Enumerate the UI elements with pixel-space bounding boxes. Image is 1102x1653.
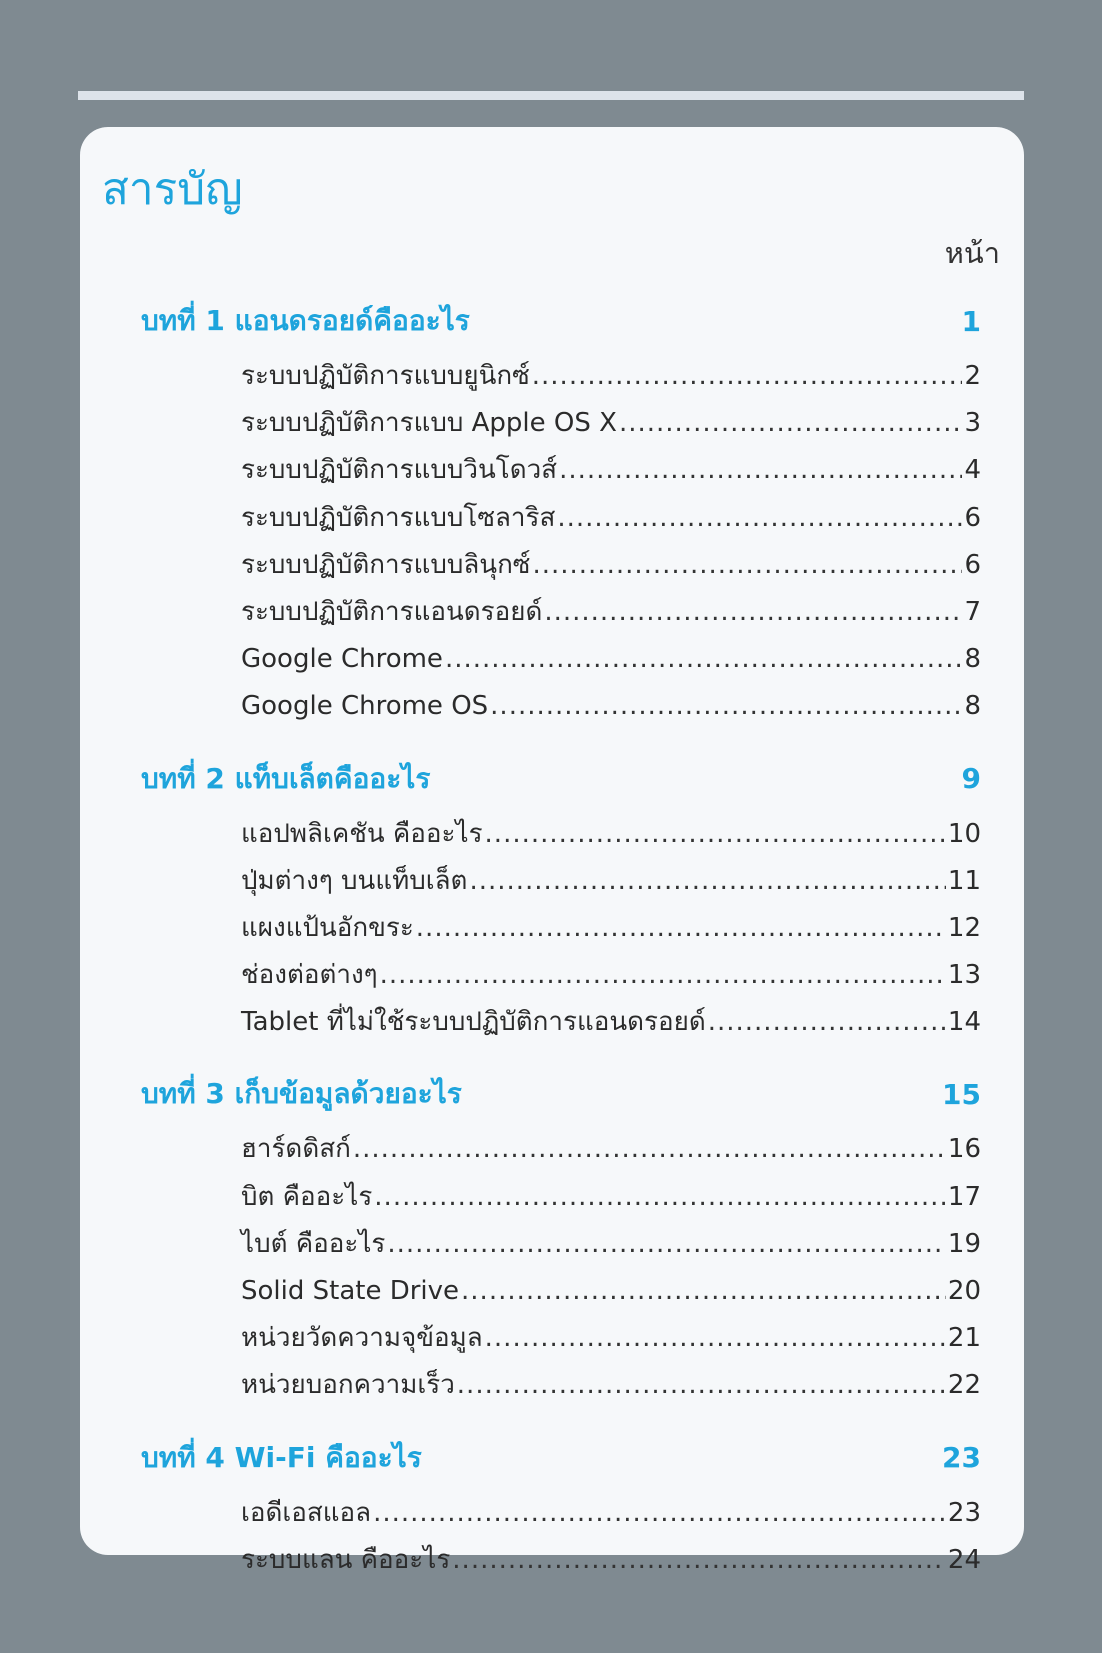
dot-leader xyxy=(353,1126,946,1173)
table-of-contents xyxy=(141,287,981,1584)
toc-entry-label: ไบต์ คืออะไร xyxy=(241,1228,386,1259)
toc-entry-label: แอปพลิเคชัน คืออะไร xyxy=(241,818,483,849)
chapter-title: บทที่ 3 เก็บข้อมูลด้วยอะไร xyxy=(141,1077,462,1111)
dot-leader xyxy=(557,495,962,542)
toc-entry xyxy=(241,353,981,400)
toc-entry-page-number: 6 xyxy=(964,502,981,533)
toc-entry xyxy=(241,683,981,730)
chapter-page-number: 9 xyxy=(961,762,981,795)
chapter-title: บทที่ 2 แท็บเล็ตคืออะไร xyxy=(141,761,431,795)
dot-leader xyxy=(469,858,945,905)
toc-entry-page-number: 7 xyxy=(964,596,981,627)
chapter-heading xyxy=(141,1426,981,1490)
dot-leader xyxy=(544,589,962,636)
toc-entry-page-number: 24 xyxy=(947,1544,981,1575)
toc-entry-label: บิต คืออะไร xyxy=(241,1181,373,1212)
dot-leader xyxy=(416,905,946,952)
toc-entry-page-number: 21 xyxy=(947,1323,981,1354)
toc-entry-page-number: 13 xyxy=(947,960,981,991)
toc-entry-label: ระบบแลน คืออะไร xyxy=(241,1544,451,1575)
toc-entry-label: ระบบปฏิบัติการแบบยูนิกซ์ xyxy=(241,361,530,391)
toc-entry xyxy=(241,1490,981,1537)
toc-entry-label: แผงแป้นอักขระ xyxy=(241,912,414,943)
toc-entry xyxy=(241,952,981,999)
toc-entry-page-number: 22 xyxy=(947,1370,981,1401)
toc-entry xyxy=(241,999,981,1046)
toc-entry-page-number: 17 xyxy=(947,1181,981,1212)
page-column-header: หน้า xyxy=(944,236,1000,270)
toc-entry-page-number: 2 xyxy=(964,361,981,391)
toc-entry-page-number: 23 xyxy=(947,1497,981,1528)
toc-entry-label: ระบบปฏิบัติการแบบโซลาริส xyxy=(241,502,556,533)
toc-entry xyxy=(241,811,981,858)
toc-entry xyxy=(241,400,981,447)
toc-entry xyxy=(241,589,981,636)
chapter-page-number: 15 xyxy=(942,1077,981,1111)
toc-entry-label: หน่วยบอกความเร็ว xyxy=(241,1370,455,1401)
toc-entry-page-number: 8 xyxy=(964,644,981,675)
dot-leader xyxy=(452,1537,946,1584)
chapter-heading xyxy=(141,1062,981,1126)
toc-entry-page-number: 4 xyxy=(964,455,981,486)
toc-entry-label: ระบบปฏิบัติการแบบวินโดวส์ xyxy=(241,455,558,486)
toc-entry xyxy=(241,905,981,952)
toc-entry xyxy=(241,542,981,589)
toc-entry-label: Solid State Drive xyxy=(241,1276,460,1306)
toc-entry xyxy=(241,495,981,542)
toc-entry-label: Google Chrome OS xyxy=(241,691,489,722)
dot-leader xyxy=(559,447,962,494)
dot-leader xyxy=(708,999,946,1046)
toc-entry xyxy=(241,636,981,683)
dot-leader xyxy=(380,952,946,999)
toc-entry-label: ระบบปฏิบัติการแอนดรอยด์ xyxy=(241,596,543,627)
toc-entry-label: Google Chrome xyxy=(241,644,443,675)
toc-entry xyxy=(241,1221,981,1268)
toc-entry-page-number: 6 xyxy=(964,549,981,580)
chapter-heading xyxy=(141,747,981,811)
toc-entry-page-number: 19 xyxy=(947,1228,981,1259)
toc-entry xyxy=(241,1537,981,1584)
dot-leader xyxy=(490,683,962,730)
dot-leader xyxy=(532,542,962,589)
dot-leader xyxy=(485,811,946,858)
toc-entry-page-number: 3 xyxy=(964,408,981,439)
toc-entry xyxy=(241,1268,981,1315)
toc-entry-label: ระบบปฏิบัติการแบบ Apple OS X xyxy=(241,408,617,439)
dot-leader xyxy=(532,353,963,400)
toc-entry-page-number: 10 xyxy=(947,818,981,849)
toc-entry xyxy=(241,447,981,494)
toc-entry-page-number: 14 xyxy=(947,1007,981,1038)
chapter-page-number: 1 xyxy=(961,304,981,338)
toc-card xyxy=(80,127,1024,1575)
top-divider xyxy=(78,91,1024,100)
toc-entry-label: ฮาร์ดดิสก์ xyxy=(241,1134,351,1165)
dot-leader xyxy=(619,400,963,447)
toc-entry-label: หน่วยวัดความจุข้อมูล xyxy=(241,1323,483,1354)
toc-entry-label: Tablet ที่ไม่ใช้ระบบปฏิบัติการแอนดรอยด์ xyxy=(241,1007,706,1038)
toc-entry-page-number: 20 xyxy=(947,1276,981,1306)
dot-leader xyxy=(461,1268,946,1315)
toc-entry xyxy=(241,1174,981,1221)
toc-entry-label: ช่องต่อต่างๆ xyxy=(241,960,378,991)
dot-leader xyxy=(485,1315,946,1362)
toc-entry xyxy=(241,858,981,905)
dot-leader xyxy=(373,1490,946,1537)
toc-entry-page-number: 8 xyxy=(964,691,981,722)
toc-entry-label: เอดีเอสแอล xyxy=(241,1497,372,1528)
chapter-title: บทที่ 4 Wi-Fi คืออะไร xyxy=(141,1440,422,1474)
chapter-title: บทที่ 1 แอนดรอยด์คืออะไร xyxy=(141,304,470,337)
toc-entry xyxy=(241,1126,981,1173)
dot-leader xyxy=(387,1221,946,1268)
toc-entry-page-number: 11 xyxy=(947,865,981,896)
chapter-heading xyxy=(141,289,981,353)
toc-entry-label: ระบบปฏิบัติการแบบลินุกซ์ xyxy=(241,549,531,580)
dot-leader xyxy=(445,636,963,683)
dot-leader xyxy=(374,1174,946,1221)
toc-entry-label: ปุ่มต่างๆ บนแท็บเล็ต xyxy=(241,865,468,896)
toc-entry-page-number: 16 xyxy=(947,1134,981,1165)
dot-leader xyxy=(457,1362,946,1409)
chapter-page-number: 23 xyxy=(942,1441,981,1475)
toc-entry xyxy=(241,1315,981,1362)
toc-entry xyxy=(241,1362,981,1409)
page-title: สารบัญ xyxy=(102,164,243,215)
toc-entry-page-number: 12 xyxy=(947,912,981,943)
